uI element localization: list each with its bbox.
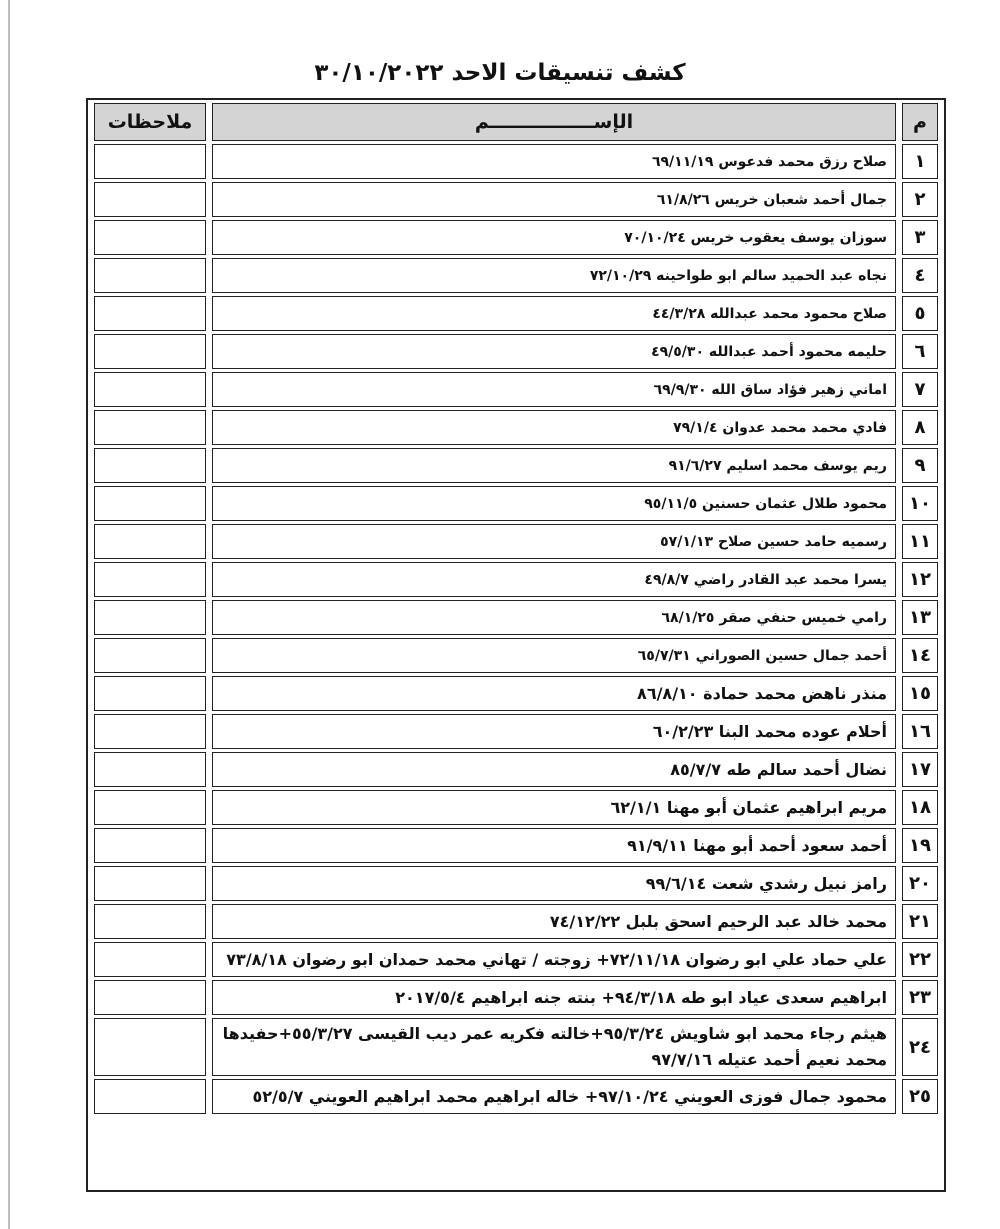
row-name: أحلام عوده محمد البنا ٦٠/٢/٢٣ — [212, 714, 896, 749]
row-name: ابراهيم سعدى عياد ابو طه ٩٤/٣/١٨+ بنته جنه ابراهيم ٢٠١٧/٥/٤ — [212, 980, 896, 1015]
row-number: ١٦ — [902, 714, 938, 749]
row-number: ٦ — [902, 334, 938, 369]
row-name: محمود طلال عثمان حسنين ٩٥/١١/٥ — [212, 486, 896, 521]
table-row — [94, 638, 938, 673]
row-number: ١ — [902, 144, 938, 179]
row-notes — [94, 866, 206, 901]
row-notes — [94, 372, 206, 407]
row-number: ١٣ — [902, 600, 938, 635]
row-name: نضال أحمد سالم طه ٨٥/٧/٧ — [212, 752, 896, 787]
table-header-row — [94, 103, 938, 141]
row-name: علي حماد علي ابو رضوان ٧٢/١١/١٨+ زوجته / تهاني محمد حمدان ابو رضوان ٧٣/٨/١٨ — [212, 942, 896, 977]
row-notes — [94, 1079, 206, 1114]
row-notes — [94, 562, 206, 597]
row-number: ١٢ — [902, 562, 938, 597]
row-number: ١٩ — [902, 828, 938, 863]
row-notes — [94, 638, 206, 673]
row-notes — [94, 144, 206, 179]
document-title: كشف تنسيقات الاحد ٣٠/١٠/٢٠٢٢ — [314, 60, 686, 86]
table-row — [94, 790, 938, 825]
row-number: ٥ — [902, 296, 938, 331]
table-row — [94, 144, 938, 179]
row-name: منذر ناهض محمد حمادة ٨٦/٨/١٠ — [212, 676, 896, 711]
table-row — [94, 714, 938, 749]
row-number: ١٠ — [902, 486, 938, 521]
row-name: محمود جمال فوزى العويني ٩٧/١٠/٢٤+ خاله ابراهيم محمد ابراهيم العويني ٥٢/٥/٧ — [212, 1079, 896, 1114]
row-number: ٢٤ — [902, 1018, 938, 1076]
row-notes — [94, 676, 206, 711]
row-notes — [94, 448, 206, 483]
table-row — [94, 334, 938, 369]
table-row — [94, 600, 938, 635]
row-name: سوزان يوسف يعقوب خريس ٧٠/١٠/٢٤ — [212, 220, 896, 255]
row-notes — [94, 600, 206, 635]
table-row — [94, 866, 938, 901]
row-number: ٧ — [902, 372, 938, 407]
table-row — [94, 1079, 938, 1114]
row-notes — [94, 942, 206, 977]
row-number: ٢٣ — [902, 980, 938, 1015]
row-name: صلاح رزق محمد فدعوس ٦٩/١١/١٩ — [212, 144, 896, 179]
coordination-table — [88, 100, 944, 1117]
row-number: ٩ — [902, 448, 938, 483]
table-row — [94, 410, 938, 445]
row-number: ١٥ — [902, 676, 938, 711]
table-row — [94, 828, 938, 863]
row-notes — [94, 752, 206, 787]
row-number: ٨ — [902, 410, 938, 445]
row-notes — [94, 524, 206, 559]
row-name: اماني زهير فؤاد ساق الله ٦٩/٩/٣٠ — [212, 372, 896, 407]
row-number: ٢ — [902, 182, 938, 217]
row-notes — [94, 714, 206, 749]
row-number: ١١ — [902, 524, 938, 559]
row-name: رامز نبيل رشدي شعت ٩٩/٦/١٤ — [212, 866, 896, 901]
row-name: حليمه محمود أحمد عبدالله ٤٩/٥/٣٠ — [212, 334, 896, 369]
row-name: نجاه عبد الحميد سالم ابو طواحينه ٧٢/١٠/٢٩ — [212, 258, 896, 293]
row-notes — [94, 980, 206, 1015]
table-row — [94, 258, 938, 293]
table-row — [94, 980, 938, 1015]
row-name: محمد خالد عبد الرحيم اسحق بلبل ٧٤/١٢/٢٢ — [212, 904, 896, 939]
row-number: ٣ — [902, 220, 938, 255]
row-number: ٤ — [902, 258, 938, 293]
table-row — [94, 524, 938, 559]
row-notes — [94, 334, 206, 369]
table-row — [94, 752, 938, 787]
row-name: أحمد جمال حسين الصوراني ٦٥/٧/٣١ — [212, 638, 896, 673]
row-number: ٢٢ — [902, 942, 938, 977]
row-number: ١٨ — [902, 790, 938, 825]
row-name: صلاح محمود محمد عبدالله ٤٤/٣/٢٨ — [212, 296, 896, 331]
row-name: فادي محمد محمد عدوان ٧٩/١/٤ — [212, 410, 896, 445]
table-row — [94, 448, 938, 483]
row-notes — [94, 828, 206, 863]
row-notes — [94, 410, 206, 445]
table-body — [94, 144, 938, 1114]
table-row — [94, 372, 938, 407]
table-row — [94, 296, 938, 331]
row-number: ٢٥ — [902, 1079, 938, 1114]
row-name: مريم ابراهيم عثمان أبو مهنا ٦٢/١/١ — [212, 790, 896, 825]
table-row — [94, 562, 938, 597]
row-name: رامي خميس حنفي صقر ٦٨/١/٢٥ — [212, 600, 896, 635]
row-name: هيثم رجاء محمد ابو شاويش ٩٥/٣/٢٤+خالته فكريه عمر ديب القيسى ٥٥/٣/٢٧+حفيدها محمد نعيم أحمد عتيله ٩٧/٧/١٦ — [212, 1018, 896, 1076]
row-notes — [94, 486, 206, 521]
table-row — [94, 676, 938, 711]
page-edge — [8, 0, 10, 1229]
row-name: يسرا محمد عبد القادر راضي ٤٩/٨/٧ — [212, 562, 896, 597]
row-notes — [94, 182, 206, 217]
row-notes — [94, 790, 206, 825]
row-name: رسميه حامد حسين صلاح ٥٧/١/١٣ — [212, 524, 896, 559]
header-name: الإســــــــــــــــم — [212, 103, 896, 141]
row-number: ٢٠ — [902, 866, 938, 901]
row-notes — [94, 258, 206, 293]
row-notes — [94, 1018, 206, 1076]
table-row — [94, 486, 938, 521]
table-row — [94, 220, 938, 255]
row-name: أحمد سعود أحمد أبو مهنا ٩١/٩/١١ — [212, 828, 896, 863]
row-notes — [94, 296, 206, 331]
table-row — [94, 904, 938, 939]
row-notes — [94, 904, 206, 939]
row-name: جمال أحمد شعبان خريس ٦١/٨/٢٦ — [212, 182, 896, 217]
row-number: ١٧ — [902, 752, 938, 787]
header-number: م — [902, 103, 938, 141]
row-name: ريم يوسف محمد اسليم ٩١/٦/٢٧ — [212, 448, 896, 483]
table-row — [94, 942, 938, 977]
table-row — [94, 182, 938, 217]
row-number: ٢١ — [902, 904, 938, 939]
row-number: ١٤ — [902, 638, 938, 673]
header-notes: ملاحظات — [94, 103, 206, 141]
table-row — [94, 1018, 938, 1076]
row-notes — [94, 220, 206, 255]
coordination-table-frame — [86, 98, 946, 1192]
